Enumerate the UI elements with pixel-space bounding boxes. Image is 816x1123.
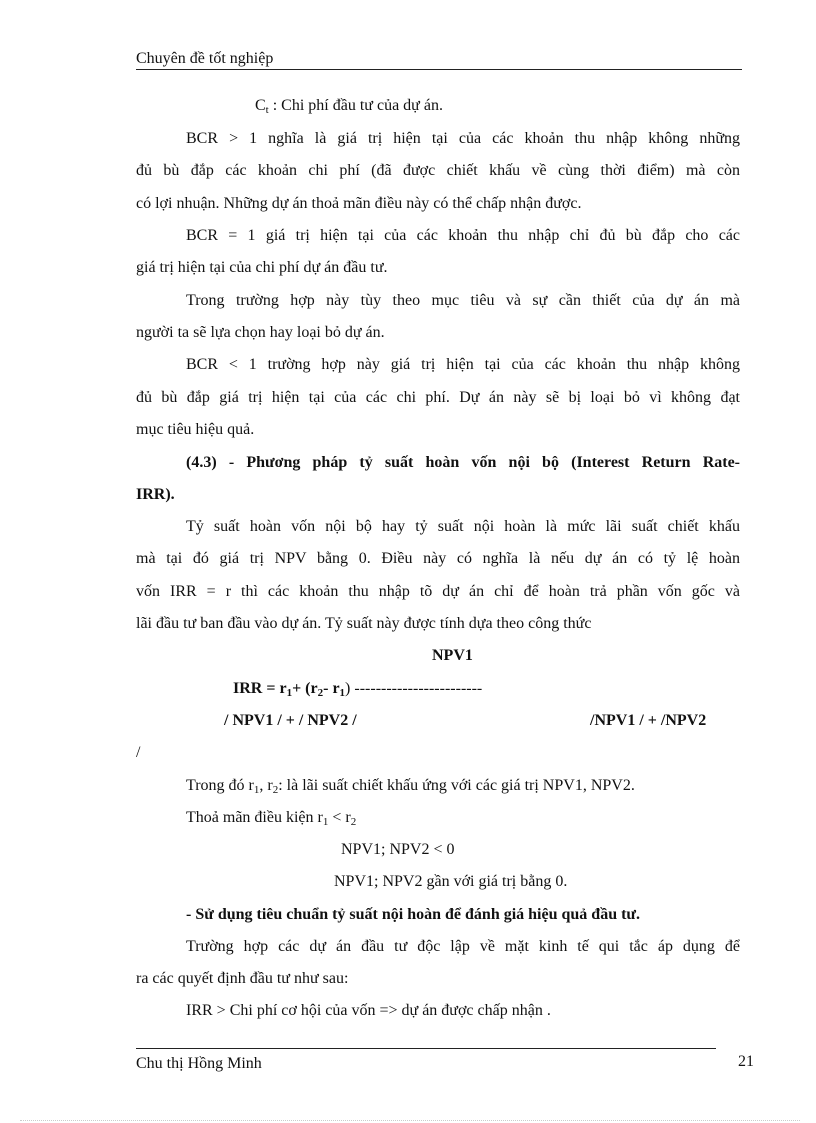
para-condition: Thoả mãn điều kiện $r_1 < r_2$ <box>186 809 357 828</box>
formula-denominator-left: / NPV1 / + / NPV2 / <box>224 712 357 729</box>
para-bcr-gt1-line2: đủ bù đắp các khoản chi phí (đã được chiết khấu về cùng thời điểm) mà còn <box>136 162 740 179</box>
para-bcr-gt1-line1: BCR > 1 nghĩa là giá trị hiện tại của các khoản thu nhập không những <box>186 130 740 147</box>
page-header <box>136 50 742 70</box>
ct-definition: $C_t$ : Chi phí đầu tư của dự án. <box>255 97 443 116</box>
subheading-use-irr: - Sử dụng tiêu chuẩn tỷ suất nội hoàn để đánh giá hiệu quả đầu tư. <box>186 906 641 923</box>
section-heading-4-3-cont: IRR). <box>136 486 175 503</box>
footer-author: Chu thị Hồng Minh <box>136 1055 262 1072</box>
para-rules-line2: ra các quyết định đầu tư như sau: <box>136 970 349 987</box>
formula-denominator-right: /NPV1 / + /NPV2 <box>590 712 707 729</box>
page-bottom-border <box>20 1120 800 1121</box>
formula-irr: IRR = $r_1+ (r_2-$ $r_1$) ------------------------ <box>233 680 483 699</box>
para-irr-line1: Tỷ suất hoàn vốn nội bộ hay tỷ suất nội hoàn là mức lãi suất chiết khấu <box>186 518 740 535</box>
footer-rule <box>136 1048 716 1049</box>
para-bcr-lt1-line2: đủ bù đắp giá trị hiện tại của các chi phí. Dự án này sẽ bị loại bỏ vì không đạt <box>136 389 740 406</box>
para-bcr-eq1-line2: giá trị hiện tại của chi phí dự án đầu tư. <box>136 259 388 276</box>
para-irr-line2: mà tại đó giá trị NPV bằng 0. Điều này có nghĩa là nếu dự án có tỷ lệ hoàn <box>136 550 740 567</box>
para-irr-rule: IRR > Chi phí cơ hội của vốn => dự án được chấp nhận . <box>186 1002 551 1019</box>
header-title: Chuyên đề tốt nghiệp <box>136 50 274 67</box>
para-choice-line2: người ta sẽ lựa chọn hay loại bỏ dự án. <box>136 324 385 341</box>
para-choice-line1: Trong trường hợp này tùy theo mục tiêu và sự cần thiết của dự án mà <box>186 292 740 309</box>
condition-2: NPV1; NPV2 gần với giá trị bằng 0. <box>334 873 568 890</box>
para-bcr-lt1-line3: mục tiêu hiệu quả. <box>136 421 255 438</box>
para-where: Trong đó $r_1$, $r_2$: là lãi suất chiết khấu ứng với các giá trị NPV1, NPV2. <box>186 777 635 796</box>
para-bcr-lt1-line1: BCR < 1 trường hợp này giá trị hiện tại của các khoản thu nhập không <box>186 356 740 373</box>
para-bcr-eq1-line1: BCR = 1 giá trị hiện tại của các khoản thu nhập chỉ đủ bù đắp cho các <box>186 227 740 244</box>
condition-1: NPV1; NPV2 < 0 <box>341 841 455 858</box>
para-irr-line4: lãi đầu tư ban đầu vào dự án. Tỷ suất này được tính dựa theo công thức <box>136 615 592 632</box>
para-irr-line3: vốn IRR = r thì các khoản thu nhập tõ dự án chỉ để hoàn trả phần vốn gốc và <box>136 583 740 600</box>
para-bcr-gt1-line3: có lợi nhuận. Những dự án thoả mãn điều này có thể chấp nhận được. <box>136 195 582 212</box>
formula-numerator: NPV1 <box>432 647 473 664</box>
formula-slash: / <box>136 744 141 761</box>
para-rules-line1: Trường hợp các dự án đầu tư độc lập về mặt kinh tế qui tắc áp dụng để <box>186 938 740 955</box>
section-heading-4-3: (4.3) - Phương pháp tỷ suất hoàn vốn nội bộ (Interest Return Rate- <box>186 454 740 471</box>
page-number: 21 <box>738 1053 754 1070</box>
